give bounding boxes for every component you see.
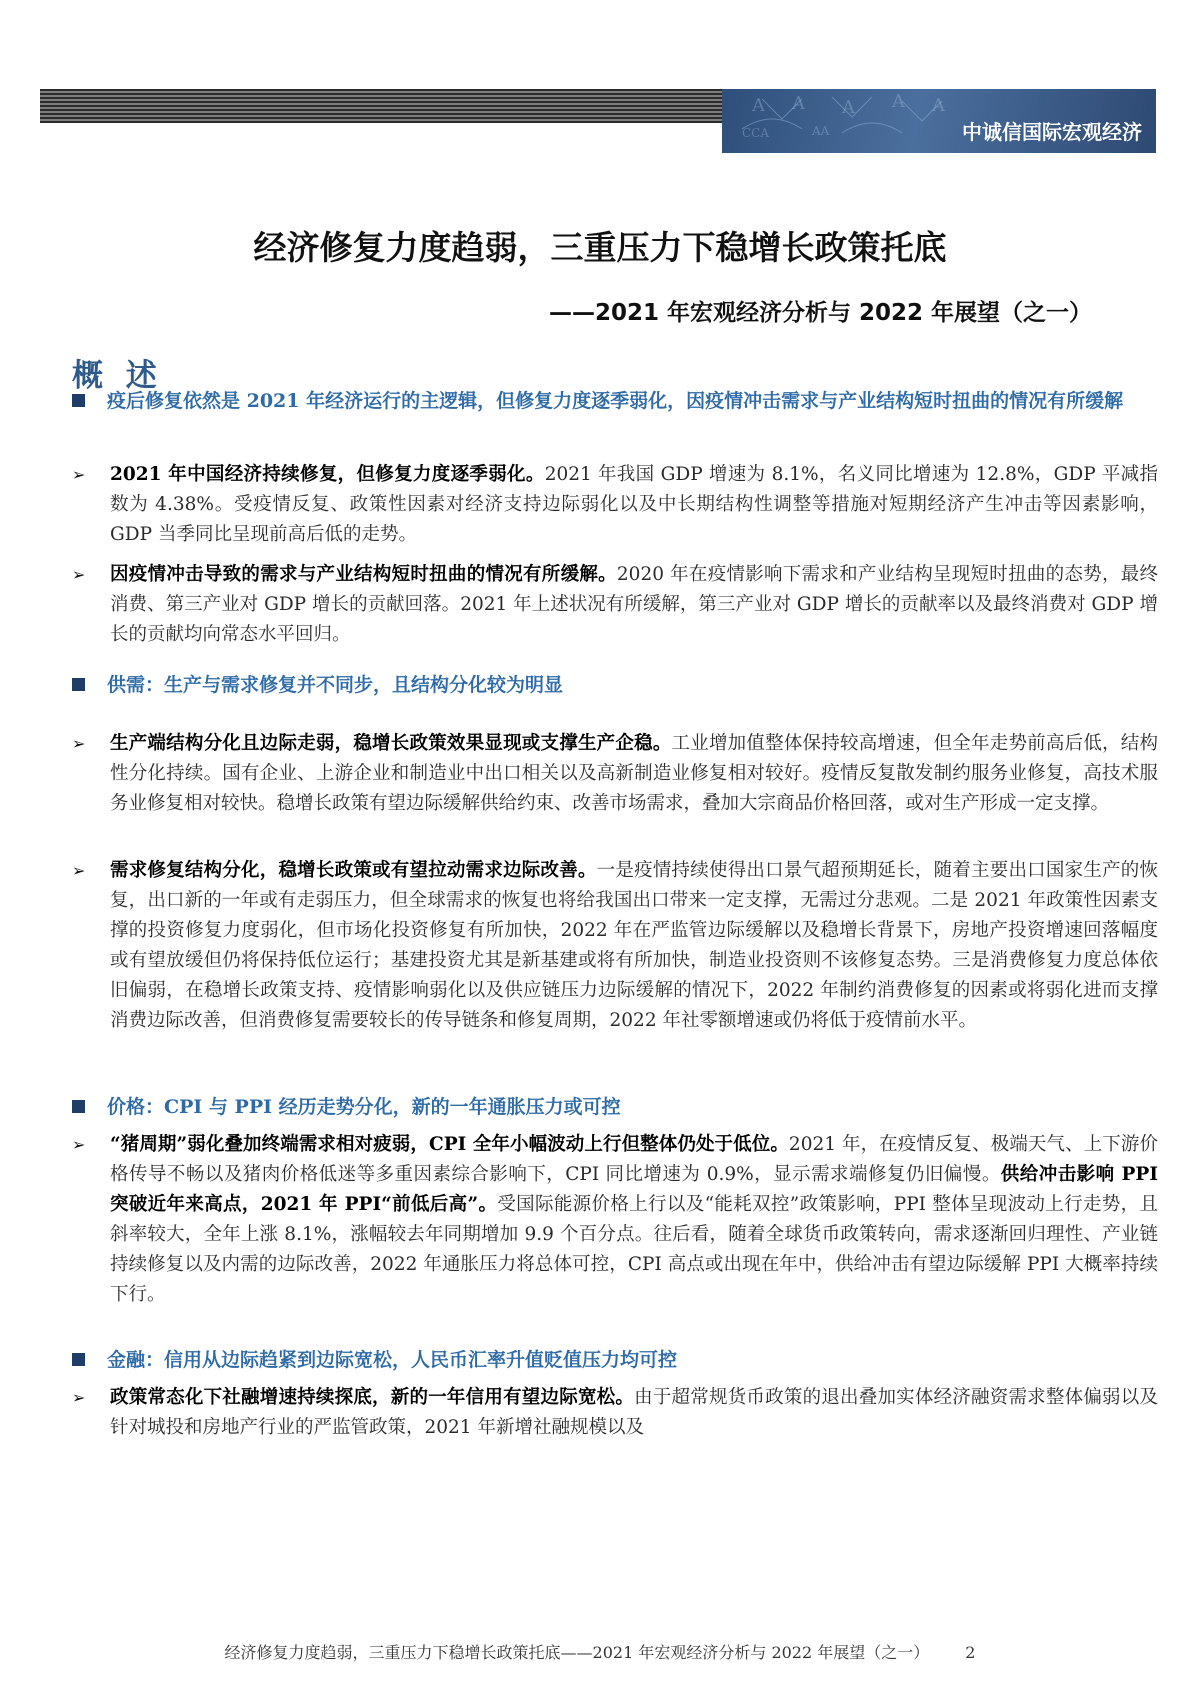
paragraph-text: [110, 729, 1158, 819]
brand-name: 中诚信国际宏观经济: [962, 120, 1142, 144]
key-point-text: 供需：生产与需求修复并不同步，且结构分化较为明显: [107, 674, 564, 696]
svg-text:AA: AA: [812, 124, 830, 138]
paragraph-body: 2021 年我国 GDP 增速为 8.1%，名义同比增速为 12.8%，GDP 平减指数为 4.38%。受疫情反复、政策性因素对经济支持边际弱化以及中长期结构性调整等措施对短期经济产生冲击等因素影响，GDP 当季同比呈现前高后低的走势。: [110, 464, 1158, 545]
key-point-text: 疫后修复依然是 2021 年经济运行的主逻辑，但修复力度逐季弱化，因疫情冲击需求与产业结构短时扭曲的情况有所缓解: [107, 390, 1124, 412]
key-point-text: 金融：信用从边际趋紧到边际宽松，人民币汇率升值贬值压力均可控: [107, 1349, 678, 1371]
arrow-bullet-icon: ➢: [72, 861, 86, 880]
svg-text:A: A: [842, 97, 855, 118]
header-banner: [40, 89, 1156, 157]
paragraph-text: [110, 856, 1158, 1036]
page-footer: [0, 1640, 1200, 1663]
key-point-heading: [72, 386, 1162, 416]
footer-title: 经济修复力度趋弱，三重压力下稳增长政策托底——2021 年宏观经济分析与 2022 年展望（之一）: [224, 1643, 930, 1662]
header-stripes: [40, 89, 722, 123]
paragraph-body: 受国际能源价格上行以及“能耗双控”政策影响，PPI 整体呈现波动上行走势，且斜率较大，全年上涨 8.1%，涨幅较去年同期增加 9.9 个百分点。往后看，随着全球货币政策转向，需求逐渐回归理性、产业链持续修复以及内需的边际改善，2022 年通胀压力将总体可控，CPI 高点或出现在年中，供给冲击有望边际缓解 PPI 大概率持续下行。: [110, 1194, 1158, 1305]
paragraph-lead: 生产端结构分化且边际走弱，稳增长政策效果显现或支撑生产企稳。: [110, 733, 672, 754]
paragraph-lead: 因疫情冲击导致的需求与产业结构短时扭曲的情况有所缓解。: [110, 564, 617, 585]
arrow-bullet-icon: ➢: [72, 565, 86, 584]
key-point-text: 价格：CPI 与 PPI 经历走势分化，新的一年通胀压力或可控: [107, 1096, 621, 1118]
svg-text:A: A: [792, 93, 805, 114]
page-number: 2: [965, 1643, 976, 1662]
arrow-bullet-icon: ➢: [72, 734, 86, 753]
section-heading: 概 述: [72, 358, 163, 394]
key-point-heading: [72, 1092, 1162, 1122]
square-bullet-icon: [72, 1353, 85, 1366]
paragraph-text: [110, 560, 1158, 650]
paragraph-lead: “猪周期”弱化叠加终端需求相对疲弱，CPI 全年小幅波动上行但整体仍处于低位。: [110, 1134, 789, 1155]
header-brand-panel: [722, 89, 1156, 153]
paragraph-body: 2020 年在疫情影响下需求和产业结构呈现短时扭曲的态势，最终消费、第三产业对 GDP 增长的贡献回落。2021 年上述状况有所缓解，第三产业对 GDP 增长的贡献率以及最终消费对 GDP 增长的贡献均向常态水平回归。: [110, 564, 1158, 645]
report-title: 经济修复力度趋弱，三重压力下稳增长政策托底: [253, 228, 947, 267]
arrow-bullet-icon: ➢: [72, 1135, 86, 1154]
bullet-paragraph: [72, 560, 1162, 650]
svg-text:A: A: [752, 95, 765, 116]
paragraph-body: 一是疫情持续使得出口景气超预期延长，随着主要出口国家生产的恢复，出口新的一年或有走弱压力，但全球需求的恢复也将给我国出口带来一定支撑，无需过分悲观。二是 2021 年政策性因素支撑的投资修复力度弱化，但市场化投资修复有所加快，2022 年在严监管边际缓解以及稳增长背景下，房地产投资增速回落幅度或有望放缓但仍将保持低位运行；基建投资尤其是新基建或将有所加快，制造业投资则不该修复态势。三是消费修复力度总体依旧偏弱，在稳增长政策支持、疫情影响弱化以及供应链压力边际缓解的情况下，2022 年制约消费修复的因素或将弱化进而支撑消费边际改善，但消费修复需要较长的传导链条和修复周期，2022 年社零额增速或仍将低于疫情前水平。: [110, 860, 1158, 1031]
arrow-bullet-icon: ➢: [72, 465, 86, 484]
square-bullet-icon: [72, 394, 85, 407]
svg-text:A: A: [892, 91, 905, 112]
svg-text:A: A: [932, 95, 945, 116]
bullet-paragraph: [72, 1130, 1162, 1310]
svg-text:CCA: CCA: [742, 126, 770, 140]
report-subtitle: ——2021 年宏观经济分析与 2022 年展望（之一）: [548, 300, 1092, 326]
paragraph-lead: 2021 年中国经济持续修复，但修复力度逐季弱化。: [110, 464, 545, 485]
key-point-heading: [72, 670, 1162, 700]
paragraph-lead: 政策常态化下社融增速持续探底，新的一年信用有望边际宽松。: [110, 1387, 635, 1408]
key-point-heading: [72, 1345, 1162, 1375]
paragraph-body: 2021 年，在疫情反复、极端天气、上下游价格传导不畅以及猪肉价格低迷等多重因素综合影响下，CPI 同比增速为 0.9%，显示需求端修复仍旧偏慢。: [110, 1134, 1158, 1185]
paragraph-body: 由于超常规货币政策的退出叠加实体经济融资需求整体偏弱以及针对城投和房地产行业的严监管政策，2021 年新增社融规模以及: [110, 1387, 1158, 1438]
paragraph-lead: 供给冲击影响 PPI 突破近年来高点，2021 年 PPI“前低后高”。: [110, 1164, 1158, 1215]
bullet-paragraph: [72, 729, 1162, 819]
arrow-bullet-icon: ➢: [72, 1388, 86, 1407]
paragraph-text: [110, 1130, 1158, 1310]
bullet-paragraph: [72, 460, 1162, 550]
paragraph-body: 工业增加值整体保持较高增速，但全年走势前高后低，结构性分化持续。国有企业、上游企业和制造业中出口相关以及高新制造业修复相对较好。疫情反复散发制约服务业修复，高技术服务业修复相对较快。稳增长政策有望边际缓解供给约束、改善市场需求，叠加大宗商品价格回落，或对生产形成一定支撑。: [110, 733, 1158, 814]
bullet-paragraph: [72, 856, 1162, 1036]
paragraph-text: [110, 460, 1158, 550]
paragraph-text: [110, 1383, 1158, 1443]
bullet-paragraph: [72, 1383, 1162, 1443]
square-bullet-icon: [72, 1100, 85, 1113]
square-bullet-icon: [72, 678, 85, 691]
paragraph-lead: 需求修复结构分化，稳增长政策或有望拉动需求边际改善。: [110, 860, 597, 881]
